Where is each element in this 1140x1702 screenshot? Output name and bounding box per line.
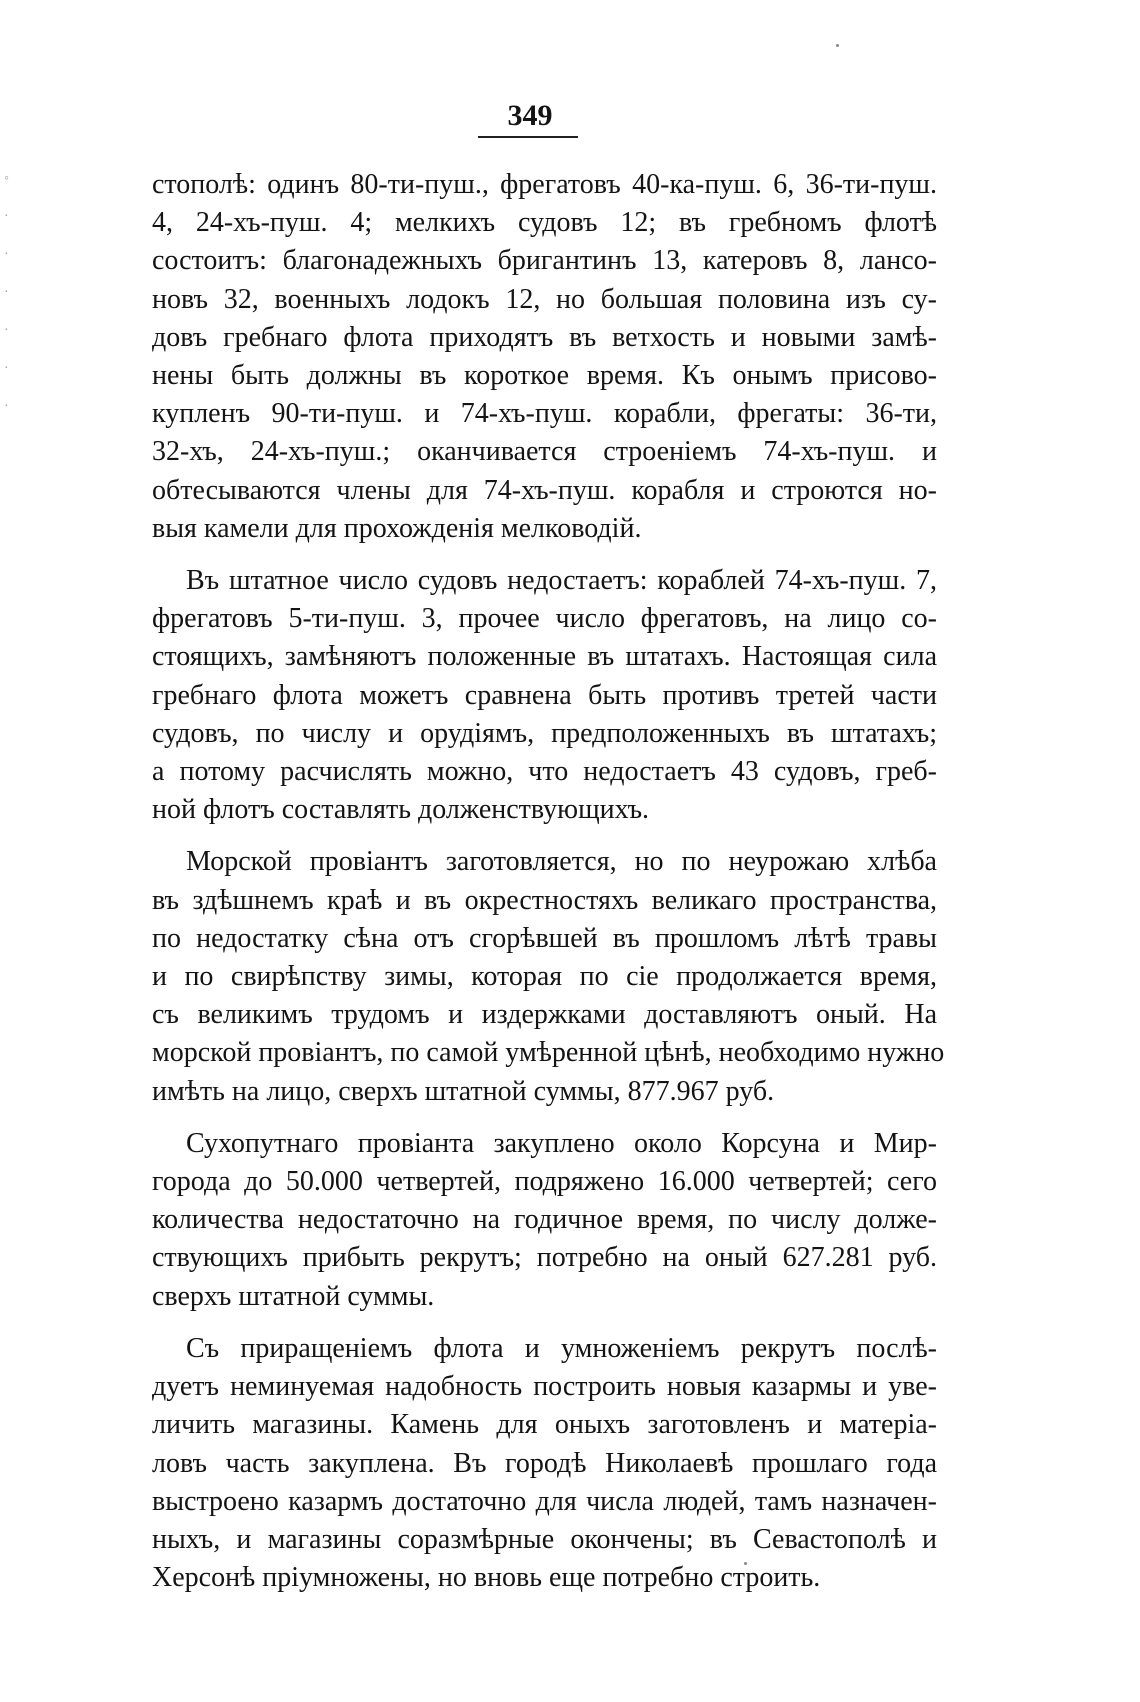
text-line: довъ гребнаго флота приходятъ въ ветхость и новыми замѣ- (152, 321, 937, 353)
paragraph-4 (152, 1125, 937, 1316)
text-line: въ здѣшнемъ краѣ и въ окрестностяхъ великаго пространства, (152, 884, 937, 916)
text-line: города до 50.000 четвертей, подряжено 16.000 четвертей; сего (152, 1166, 937, 1198)
text-line: Херсонѣ пріумножены, но вновь еще потребно строить. (152, 1562, 821, 1594)
body-text (152, 166, 945, 1611)
paragraph-5 (152, 1330, 937, 1597)
margin-bleed-marks: ◦ · · · · · · (4, 171, 9, 414)
page-number-rule (478, 136, 578, 138)
page-number: 349 (507, 99, 553, 132)
text-line: купленъ 90-ти-пуш. и 74-хъ-пуш. корабли, фрегаты: 36-ти, (152, 398, 937, 430)
text-line: имѣть на лицо, сверхъ штатной суммы, 877.967 руб. (152, 1075, 775, 1107)
text-line: и по свирѣпству зимы, которая по сіе продолжается время, (152, 961, 937, 993)
text-line: выя камели для прохожденія мелководій. (152, 512, 642, 544)
text-line: судовъ, по числу и орудіямъ, предположенныхъ въ штатахъ; (152, 717, 937, 749)
text-line: морской провіантъ, по самой умѣренной цѣнѣ, необходимо нужно (152, 1037, 945, 1069)
text-line: съ великимъ трудомъ и издержками доставляютъ оный. На (152, 999, 937, 1031)
text-line: сверхъ штатной суммы. (152, 1280, 435, 1312)
text-line: ствующихъ прибыть рекрутъ; потребно на оный 627.281 руб. (152, 1242, 937, 1274)
text-line: количества недостаточно на годичное время, по числу долже- (152, 1204, 937, 1236)
text-line: выстроено казармъ достаточно для числа людей, тамъ назначен- (152, 1485, 937, 1517)
paragraph-2 (152, 562, 937, 829)
text-line: обтесываются члены для 74-хъ-пуш. корабля и строются но- (152, 474, 937, 506)
paragraph-3 (152, 843, 945, 1110)
text-line: состоитъ: благонадежныхъ бригантинъ 13, катеровъ 8, лансо- (152, 245, 937, 277)
text-line: стоящихъ, замѣняютъ положенные въ штатахъ. Настоящая сила (152, 641, 937, 673)
text-line: ловъ часть закуплена. Въ городѣ Николаевѣ прошлаго года (152, 1447, 937, 1479)
text-line: дуетъ неминуемая надобность построить новыя казармы и уве- (152, 1371, 937, 1403)
text-line: Морской провіантъ заготовляется, но по неурожаю хлѣба (186, 846, 937, 878)
text-line: личить магазины. Камень для оныхъ заготовленъ и матеріа- (152, 1409, 937, 1441)
text-line: стополѣ: одинъ 80-ти-пуш., фрегатовъ 40-ка-пуш. 6, 36-ти-пуш. (152, 169, 937, 200)
text-line: ныхъ, и магазины соразмѣрные окончены; въ Севастополѣ и (152, 1523, 937, 1555)
text-line: нены быть должны въ короткое время. Къ онымъ присово- (152, 360, 937, 392)
text-line: 32-хъ, 24-хъ-пуш.; оканчивается строеніемъ 74-хъ-пуш. и (152, 436, 937, 468)
text-line: Въ штатное число судовъ недостаетъ: кораблей 74-хъ-пуш. 7, (186, 565, 937, 597)
page-speck (836, 44, 839, 47)
text-line: фрегатовъ 5-ти-пуш. 3, прочее число фрегатовъ, на лицо со- (152, 603, 937, 635)
paragraph-1 (152, 166, 937, 548)
text-line: новъ 32, военныхъ лодокъ 12, но большая половина изъ су- (152, 283, 937, 315)
text-line: а потому расчислять можно, что недостаетъ 43 судовъ, греб- (152, 756, 937, 788)
text-line: ной флотъ составлять долженствующихъ. (152, 794, 650, 826)
text-line: 4, 24-хъ-пуш. 4; мелкихъ судовъ 12; въ гребномъ флотѣ (152, 207, 937, 239)
text-line: Сухопутнаго провіанта закуплено около Корсуна и Мир- (186, 1127, 937, 1159)
text-line: Съ приращеніемъ флота и умноженіемъ рекрутъ послѣ- (186, 1332, 937, 1364)
text-line: гребнаго флота можетъ сравнена быть противъ третей части (152, 679, 937, 711)
text-line: по недостатку сѣна отъ сгорѣвшей въ прошломъ лѣтѣ травы (152, 922, 937, 954)
